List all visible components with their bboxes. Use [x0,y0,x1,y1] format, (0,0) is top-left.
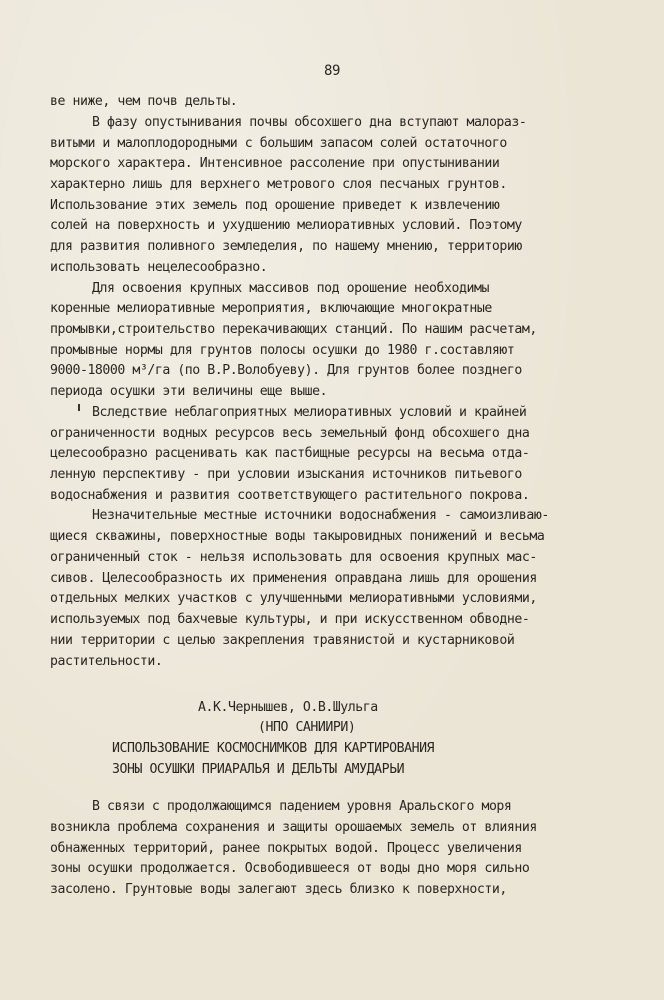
text-line: В фазу опустынивания почвы обсохшего дна вступают малораз- [92,115,527,130]
text-line: щиеся скважины, поверхностные воды такыровидных понижений и весьма [50,529,545,544]
text-line: промывные нормы для грунтов полосы осушки до 1980 г.составляют [50,343,515,358]
text-line: Вследствие неблагоприятных мелиоративных условий и крайней [92,405,527,420]
article-title-line-2: ЗОНЫ ОСУШКИ ПРИАРАЛЬЯ И ДЕЛЬТЫ АМУДАРЬИ [112,762,405,777]
text-line: витыми и малоплодородными с большим запасом солей остаточного [50,136,507,151]
text-line: ограниченный сток - нельзя использовать для освоения крупных мас- [50,550,537,565]
text-line: водоснабжения и развития соответствующего растительного покрова. [50,488,530,503]
text-line: коренные мелиоративные мероприятия, включающие многократные [50,301,492,316]
text-line: солей на поверхность и ухудшению мелиоративных условий. Поэтому [50,218,522,233]
stray-mark [78,404,80,411]
article-organization: (НПО САНИИРИ) [258,720,356,735]
text-line: обнаженных территорий, ранее покрытых водой. Процесс увеличения [50,841,522,856]
text-line: нии территории с целью закрепления травянистой и кустарниковой [50,633,515,648]
text-line: сивов. Целесообразность их применения оправдана лишь для орошения [50,571,537,586]
text-line: В связи с продолжающимся падением уровня Аральского моря [92,799,512,814]
text-line: целесообразно расценивать как пастбищные ресурсы на весьма отда- [50,446,530,461]
text-line: промывки,строительство перекачивающих станций. По нашим расчетам, [50,322,537,337]
text-line: возникла проблема сохранения и защиты орошаемых земель от влияния [50,820,537,835]
text-line: ленную перспективу - при условии изыскания источников питьевого [50,467,522,482]
text-line: Незначительные местные источники водоснабжения - самоизливаю- [92,508,549,523]
text-line: характерно лишь для верхнего метрового слоя песчаных грунтов. [50,177,507,192]
text-line: ограниченности водных ресурсов весь земельный фонд обсохшего дна [50,426,530,441]
text-line: отдельных мелких участков с улучшенными мелиоративными условиями, [50,591,537,606]
article-title-line-1: ИСПОЛЬЗОВАНИЕ КОСМОСНИМКОВ ДЛЯ КАРТИРОВАНИЯ [112,741,435,756]
text-line: растительности. [50,654,163,669]
text-line: морского характера. Интенсивное рассоление при опустынивании [50,156,500,171]
text-line: ве ниже, чем почв дельты. [50,94,238,109]
text-line: Использование этих земель под орошение приведет к извлечению [50,198,500,213]
text-line: для развития поливного земледелия, по нашему мнению, территорию [50,239,522,254]
text-line: используемых под бахчевые культуры, и при искусственном обводне- [50,612,530,627]
text-line: зоны осушки продолжается. Освободившееся от воды дно моря сильно [50,861,530,876]
text-line: засолено. Грунтовые воды залегают здесь близко к поверхности, [50,882,507,897]
page-number: 89 [324,63,340,79]
text-line: Для освоения крупных массивов под орошение необходимы [92,281,489,296]
text-line: использовать нецелесообразно. [50,260,268,275]
text-line: 9000-18000 м³/га (по В.Р.Волобуеву). Для грунтов более позднего [50,363,522,378]
text-line: периода осушки эти величины еще выше. [50,384,328,399]
article-authors: А.К.Чернышев, О.В.Шульга [198,700,378,715]
